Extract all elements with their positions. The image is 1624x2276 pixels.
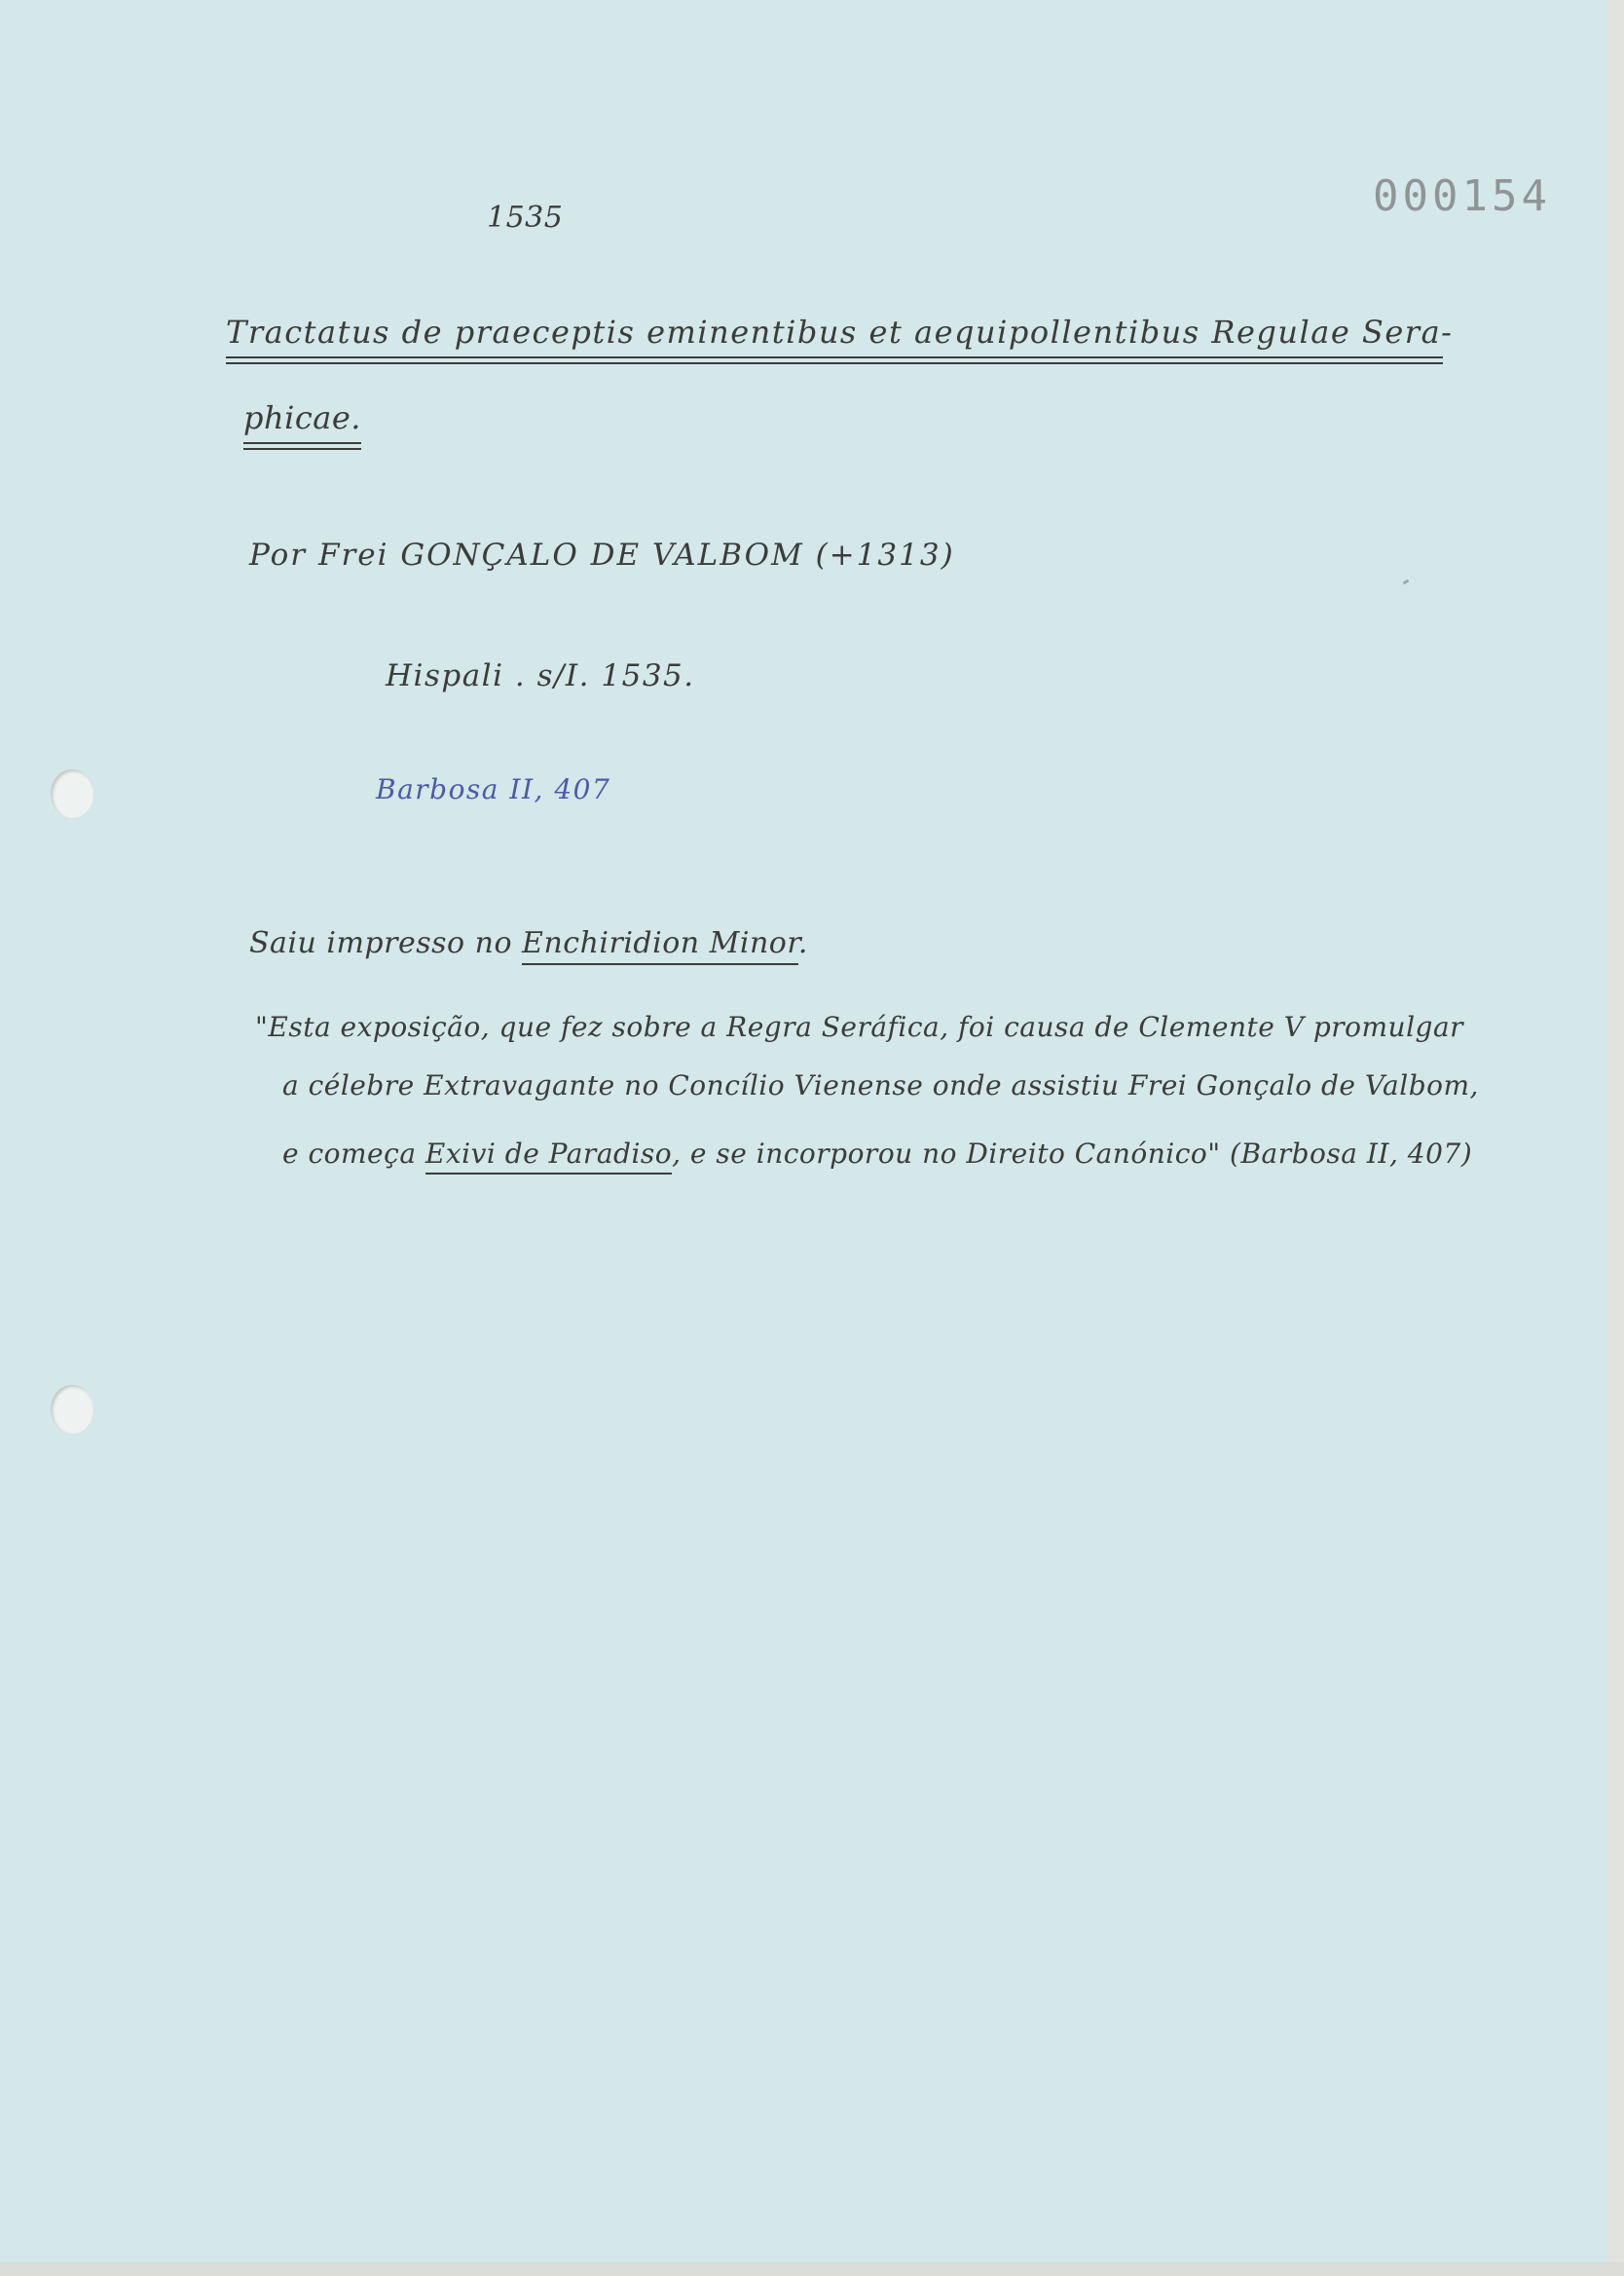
printed-note-prefix: Saiu impresso no — [249, 926, 523, 960]
archive-stamp-number: 000154 — [1373, 171, 1551, 221]
scan-edge-right — [1608, 0, 1624, 2276]
author-line: Por Frei GONÇALO DE VALBOM (+1313) — [249, 538, 955, 573]
bibliographic-reference: Barbosa II, 407 — [376, 773, 611, 805]
printed-note-suffix: . — [797, 926, 808, 960]
paper-speck — [1403, 579, 1410, 585]
punch-hole-bottom — [51, 1385, 93, 1434]
quote-line-3 — [282, 1138, 1472, 1170]
title-line-1 — [226, 314, 1453, 351]
imprint-line: Hispali . s/I. 1535. — [386, 658, 695, 693]
quote-line-2: a célebre Extravagante no Concílio Vienense onde assistiu Frei Gonçalo de Valbom, — [282, 1069, 1479, 1101]
title-line-1-underline — [226, 356, 1443, 364]
title-line-1-text: Tractatus de praeceptis eminentibus et aequipollentibus Regulae Sera- — [226, 314, 1454, 351]
quote-line-1: "Esta exposição, que fez sobre a Regra Seráfica, foi causa de Clemente V promulgar — [255, 1011, 1464, 1043]
title-line-2 — [243, 399, 361, 436]
scan-edge-bottom — [0, 2262, 1624, 2276]
printed-note — [249, 926, 808, 960]
quote-line-3-title: Exivi de Paradiso — [425, 1138, 672, 1175]
title-line-2-text: phicae. — [243, 399, 361, 436]
punch-hole-top — [51, 769, 93, 818]
title-line-2-underline — [243, 442, 361, 450]
printed-note-title: Enchiridion Minor — [522, 926, 798, 965]
quote-line-3-prefix: e começa — [282, 1138, 425, 1170]
quote-line-3-suffix: , e se incorporou no Direito Canónico" (Barbosa II, 407) — [672, 1138, 1473, 1170]
year-heading: 1535 — [487, 201, 564, 235]
